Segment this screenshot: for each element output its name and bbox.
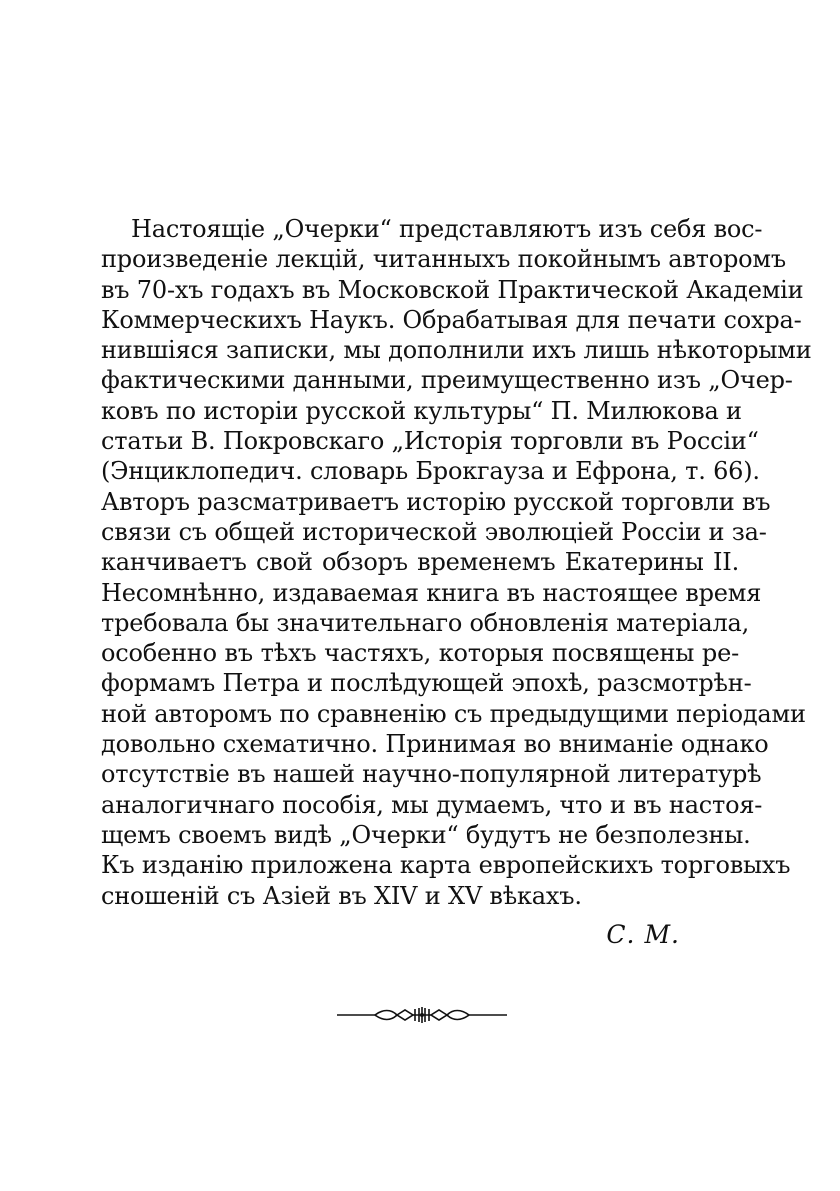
paragraph-line: (Энциклопедич. словарь Брокгауза и Ефрона, т. 66). [101, 457, 760, 486]
paragraph-line: фактическими данными, преимущественно изъ „Очер- [101, 366, 793, 395]
decorative-divider-icon [335, 1004, 509, 1026]
paragraph-line: въ 70-хъ годахъ въ Московской Практической Академіи [101, 275, 804, 304]
paragraph-line: нившіяся записки, мы дополнили ихъ лишь нѣкоторыми [101, 336, 812, 365]
paragraph-line: Коммерческихъ Наукъ. Обрабатывая для печати сохра- [101, 305, 802, 334]
paragraph-line: Къ изданію приложена карта европейскихъ торговыхъ [101, 851, 791, 880]
paragraph-line: канчиваетъ свой обзоръ временемъ Екатерины II. [101, 548, 739, 577]
paragraph-line: статьи В. Покровскаго „Исторія торговли въ Россіи“ [101, 427, 759, 456]
paragraph-line: довольно схематично. Принимая во вниманіе однако [101, 730, 769, 759]
paragraph-line: сношеній съ Азіей въ XIV и XV вѣкахъ. [101, 881, 582, 910]
paragraph-line: Настоящіе „Очерки“ представляютъ изъ себя вос- [131, 215, 763, 243]
paragraph-line: формамъ Петра и послѣдующей эпохѣ, разсмотрѣн- [101, 669, 752, 698]
paragraph-line: связи съ общей исторической эволюціей Россіи и за- [101, 517, 767, 546]
paragraph-line: отсутствіе въ нашей научно-популярной литературѣ [101, 760, 762, 789]
paragraph-line: ковъ по исторіи русской культуры“ П. Милюкова и [101, 396, 742, 425]
paragraph-line: аналогичнаго пособія, мы думаемъ, что и въ настоя- [101, 790, 763, 819]
signature: С. М. [606, 920, 680, 949]
paragraph-line: Несомнѣнно, издаваемая книга въ настоящее время [101, 578, 762, 607]
paragraph-line: требовала бы значительнаго обновленія матеріала, [101, 608, 750, 637]
preface-paragraph [101, 214, 812, 911]
paragraph-line: ной авторомъ по сравненію съ предыдущими періодами [101, 699, 806, 728]
paragraph-line: произведеніе лекцій, читанныхъ покойнымъ авторомъ [101, 245, 786, 274]
paragraph-line: особенно въ тѣхъ частяхъ, которыя посвящены ре- [101, 639, 739, 668]
paragraph-line: Авторъ разсматриваетъ исторію русской торговли въ [101, 487, 771, 516]
paragraph-line: щемъ своемъ видѣ „Очерки“ будутъ не безполезны. [101, 820, 751, 849]
